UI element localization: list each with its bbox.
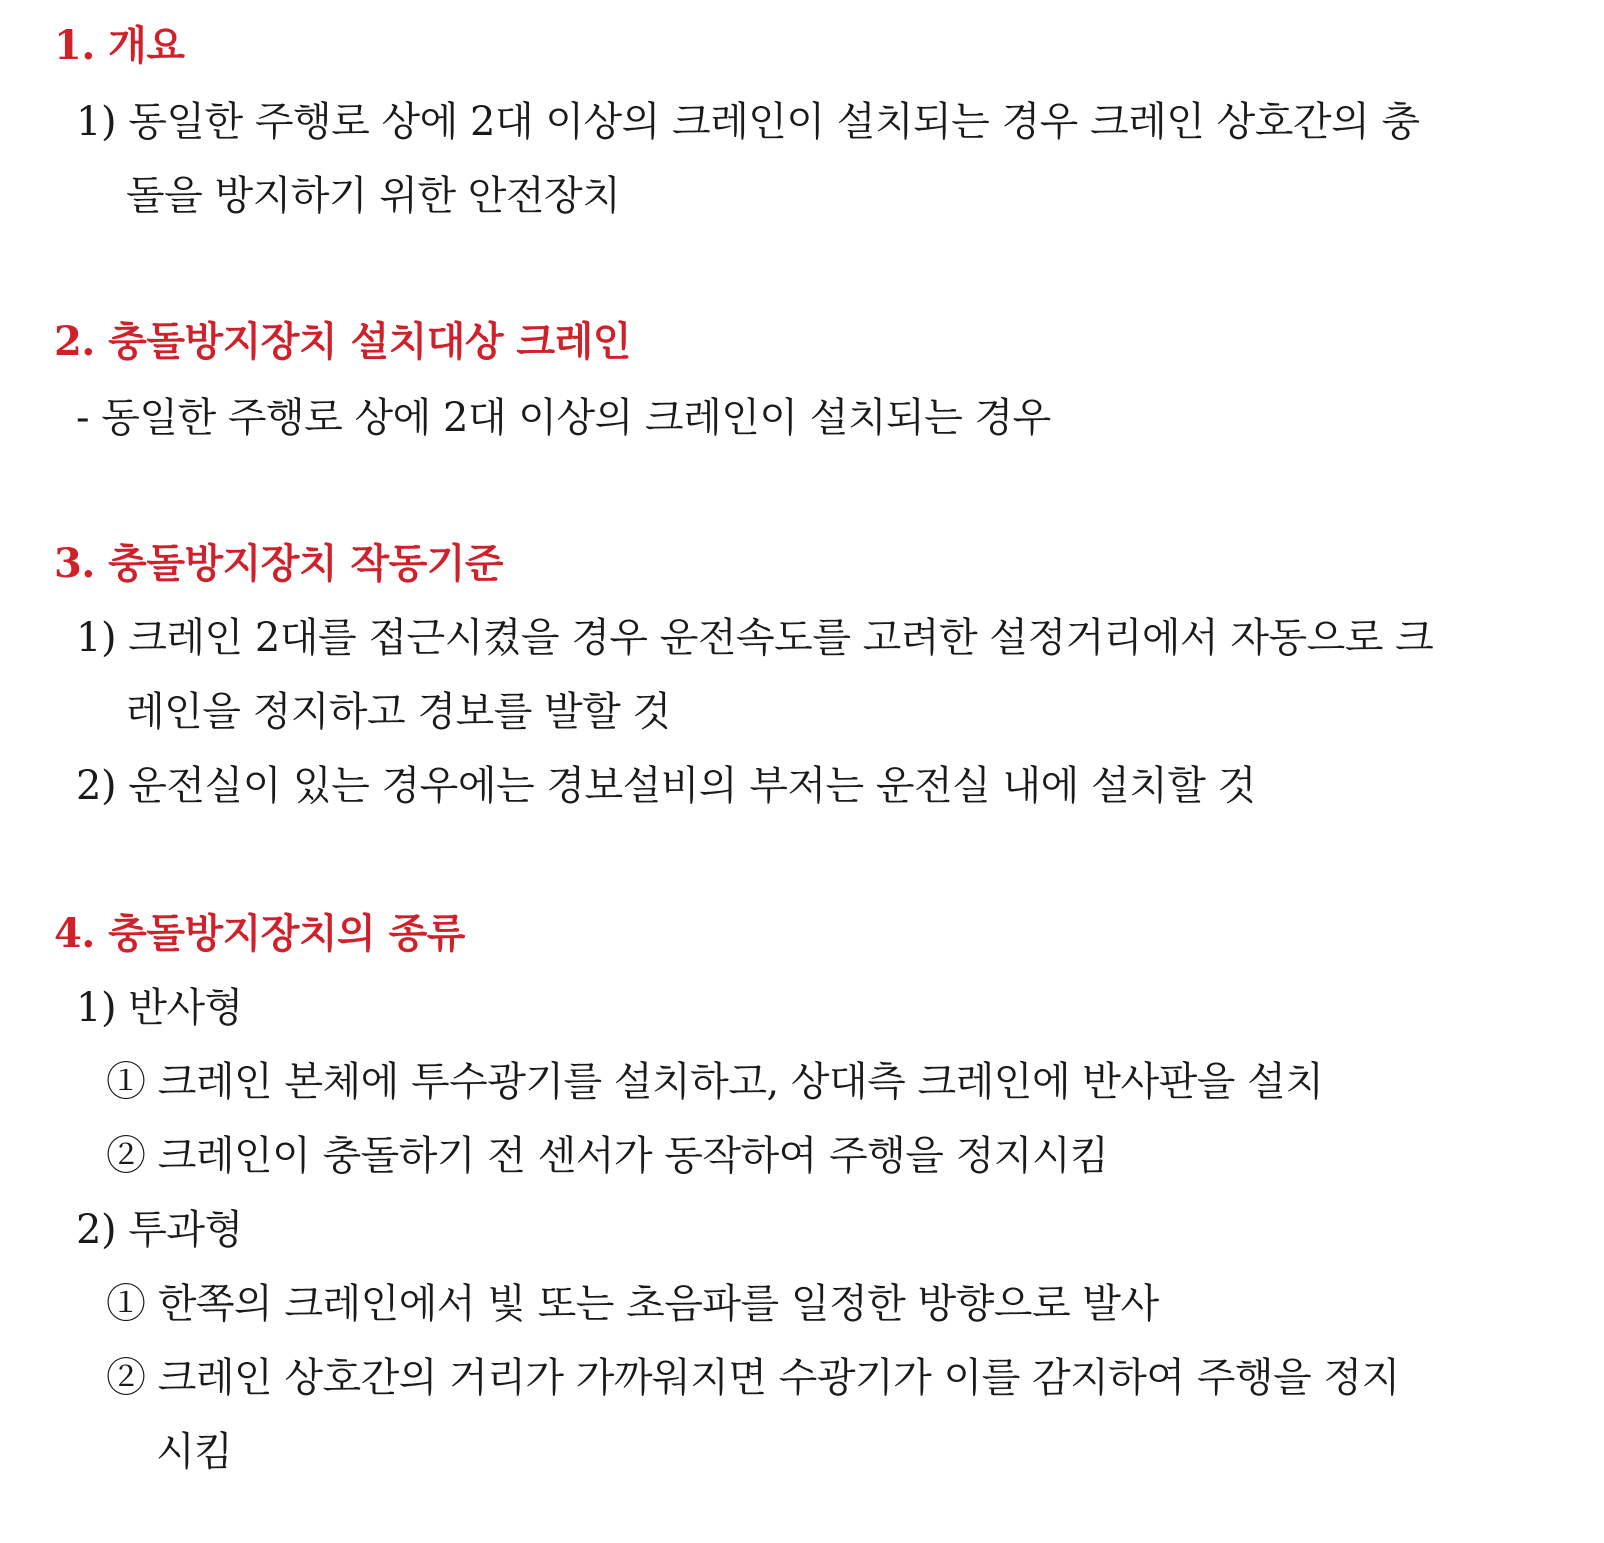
section-3-line-3: 2) 운전실이 있는 경우에는 경보설비의 부저는 운전실 내에 설치할 것 — [76, 763, 1256, 809]
section-4-line-6: ② 크레인 상호간의 거리가 가까워지면 수광기가 이를 감지하여 주행을 정지 — [106, 1355, 1400, 1401]
section-1-line-1: 1) 동일한 주행로 상에 2대 이상의 크레인이 설치되는 경우 크레인 상호간의 충 — [76, 99, 1420, 145]
section-3-line-2: 레인을 정지하고 경보를 발할 것 — [126, 689, 671, 735]
section-4-line-7: 시킴 — [156, 1429, 233, 1475]
section-4-line-1: 1) 반사형 — [76, 985, 243, 1031]
section-1-heading: 1. 개요 — [54, 22, 185, 69]
section-1-line-2: 돌을 방지하기 위한 안전장치 — [126, 173, 621, 219]
section-2-heading: 2. 충돌방지장치 설치대상 크레인 — [54, 318, 631, 365]
section-3-line-1: 1) 크레인 2대를 접근시켰을 경우 운전속도를 고려한 설정거리에서 자동으로 크 — [76, 615, 1434, 661]
section-4-line-5: ① 한쪽의 크레인에서 빛 또는 초음파를 일정한 방향으로 발사 — [106, 1281, 1159, 1327]
section-4-heading: 4. 충돌방지장치의 종류 — [54, 910, 465, 957]
section-4-line-2: ① 크레인 본체에 투수광기를 설치하고, 상대측 크레인에 반사판을 설치 — [106, 1059, 1324, 1105]
section-2-line-1: - 동일한 주행로 상에 2대 이상의 크레인이 설치되는 경우 — [76, 395, 1051, 441]
section-3-heading: 3. 충돌방지장치 작동기준 — [54, 540, 504, 587]
section-4-line-4: 2) 투과형 — [76, 1207, 243, 1253]
section-4-line-3: ② 크레인이 충돌하기 전 센서가 동작하여 주행을 정지시킴 — [106, 1133, 1109, 1179]
